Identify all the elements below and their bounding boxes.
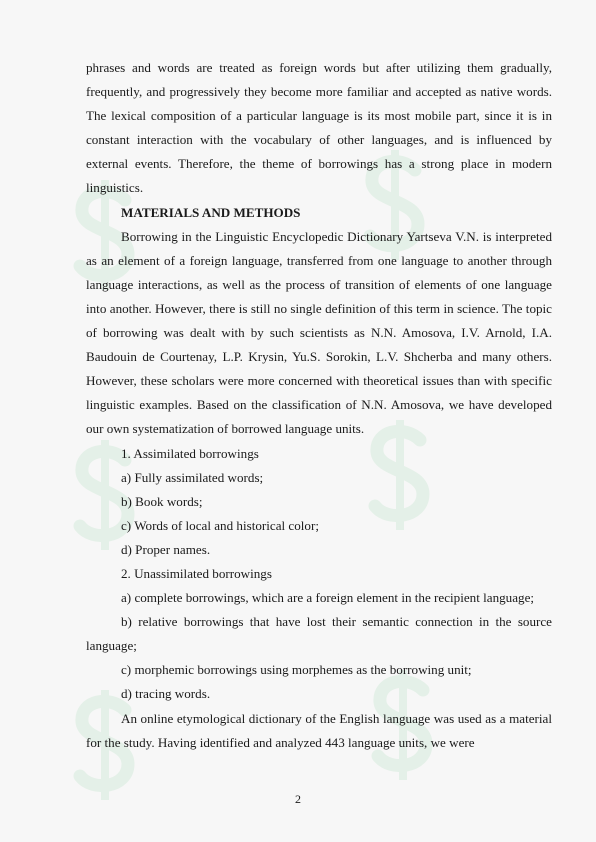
paragraph: Borrowing in the Linguistic Encyclopedic Dictionary Yartseva V.N. is interpreted as an element of a foreign language, transferred from one language to another through language interactions, as well as the process of transition of elements of one language into another. However, there is still no single definition of this term in science. The topic of borrowing was dealt with by such scientists as N.N. Amosova, I.V. Arnold, I.A. Baudouin de Courtenay, L.P. Krysin, Yu.S. Sorokin, L.V. Shcherba and many others. However, these scholars were more concerned with theoretical issues than with specific linguistic examples. Based on the classification of N.N. Amosova, we have developed our own systematization of borrowed language units.: [86, 228, 552, 437]
list-item: a) complete borrowings, which are a foreign element in the recipient language;: [121, 590, 535, 606]
list-item: 1. Assimilated borrowings: [121, 445, 259, 461]
document-body: [86, 56, 552, 755]
list-item: d) Proper names.: [121, 541, 211, 557]
list-item: a) Fully assimilated words;: [121, 469, 264, 485]
page-number: 2: [295, 792, 301, 806]
list-item: d) tracing words.: [121, 686, 211, 702]
paragraph: phrases and words are treated as foreign words but after utilizing them gradually, frequently, and progressively they become more familiar and accepted as native words. The lexical composition of a particular language is its most mobile part, since it is in constant interaction with the vocabulary of other languages, and is influenced by external events. Therefore, the theme of borrowings has a strong place in modern linguistics.: [86, 60, 552, 196]
list-item: b) relative borrowings that have lost their semantic connection in the source language;: [86, 614, 552, 654]
section-heading: MATERIALS AND METHODS: [121, 204, 301, 220]
list-item: 2. Unassimilated borrowings: [121, 565, 272, 581]
list-item: c) Words of local and historical color;: [121, 517, 319, 533]
list-item: c) morphemic borrowings using morphemes as the borrowing unit;: [121, 662, 472, 678]
paragraph: An online etymological dictionary of the English language was used as a material for the study. Having identified and analyzed 443 language units, we were: [86, 710, 552, 750]
list-item: b) Book words;: [121, 493, 203, 509]
